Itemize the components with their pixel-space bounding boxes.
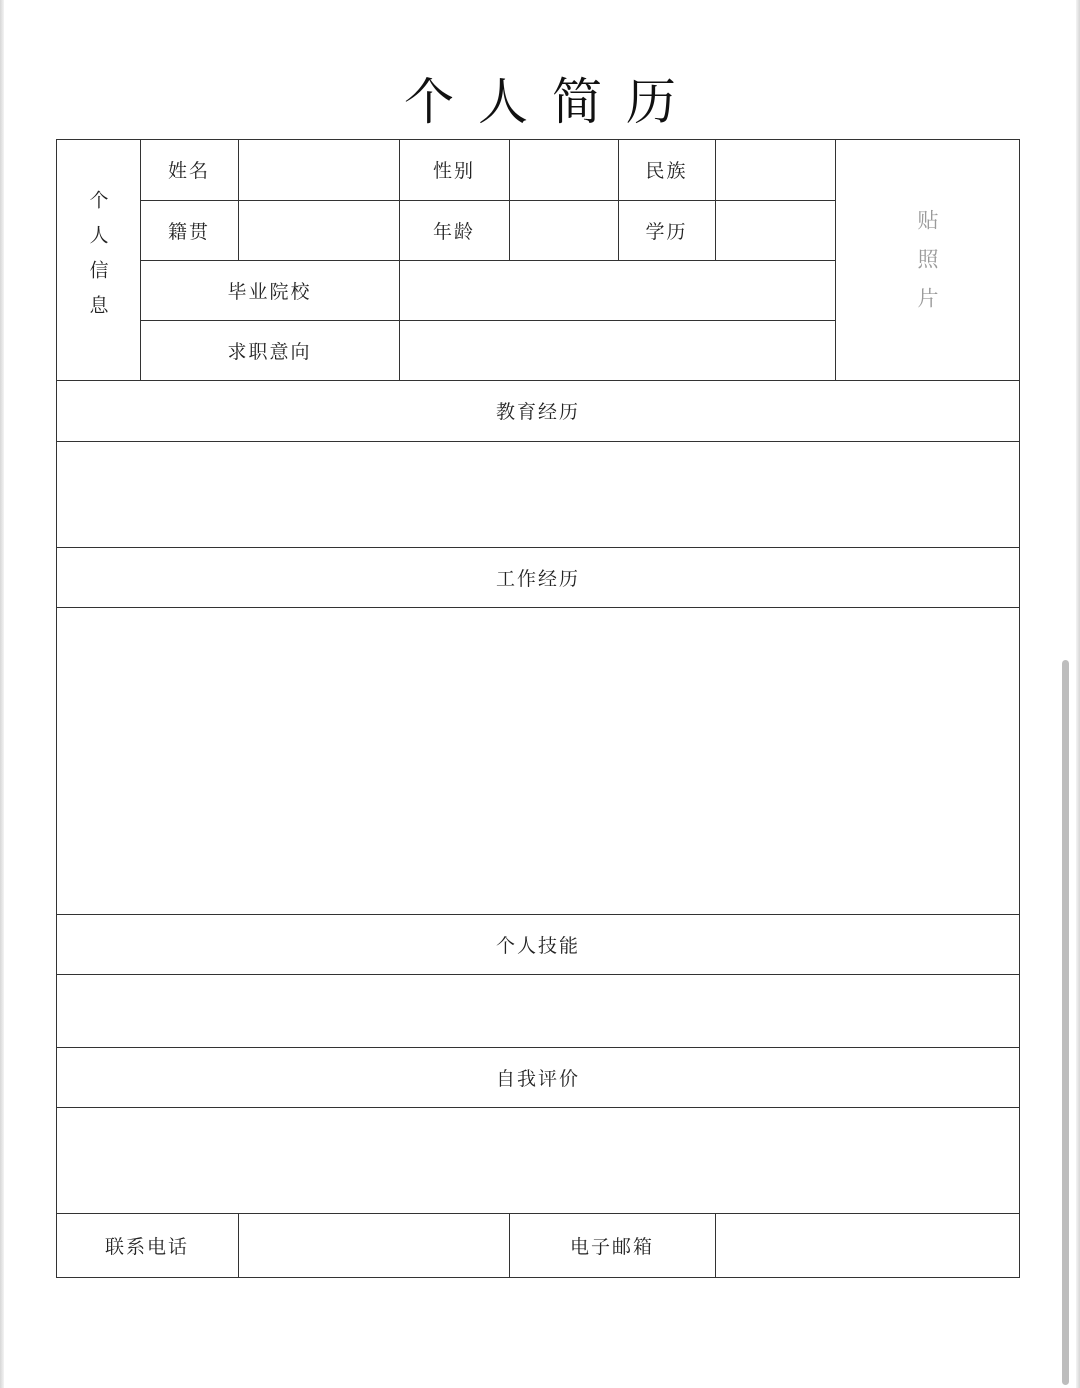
self-evaluation-content[interactable] [56,1107,1020,1213]
work-content[interactable] [56,607,1020,914]
job-intention-field[interactable] [399,320,835,380]
work-section-header: 工作经历 [495,567,580,590]
ethnicity-field[interactable] [715,139,835,200]
school-label: 毕业院校 [227,280,312,303]
phone-label: 联系电话 [104,1235,189,1258]
hometown-field[interactable] [238,200,399,260]
self-evaluation-section-header: 自我评价 [495,1067,580,1090]
job-intention-label: 求职意向 [227,340,312,363]
hometown-label: 籍贯 [167,220,210,243]
skills-content[interactable] [56,974,1020,1047]
gender-field[interactable] [509,139,618,200]
photo-label: 贴照片 [915,209,939,326]
email-label: 电子邮箱 [569,1235,654,1258]
name-label: 姓名 [167,160,210,182]
page-edge-left [0,0,4,1388]
education-section-header: 教育经历 [495,401,580,423]
table-line [56,1277,1020,1278]
name-field[interactable] [238,139,399,200]
page-title: 个人简历 [404,73,700,131]
scrollbar[interactable] [1062,660,1069,1385]
ethnicity-label: 民族 [645,160,688,182]
age-field[interactable] [509,200,618,260]
page-edge-right [1076,0,1080,1388]
education-level-field[interactable] [715,200,835,260]
gender-label: 性别 [432,160,475,182]
personal-info-label: 个人信息 [86,189,109,330]
education-content[interactable] [56,441,1020,547]
age-label: 年龄 [432,220,475,243]
personal-info-label-cell [56,139,140,380]
school-field[interactable] [399,260,835,320]
photo-placeholder[interactable] [835,139,1019,380]
skills-section-header: 个人技能 [495,934,580,957]
phone-field[interactable] [238,1213,509,1277]
email-field[interactable] [715,1213,1019,1277]
education-level-label: 学历 [645,220,688,243]
